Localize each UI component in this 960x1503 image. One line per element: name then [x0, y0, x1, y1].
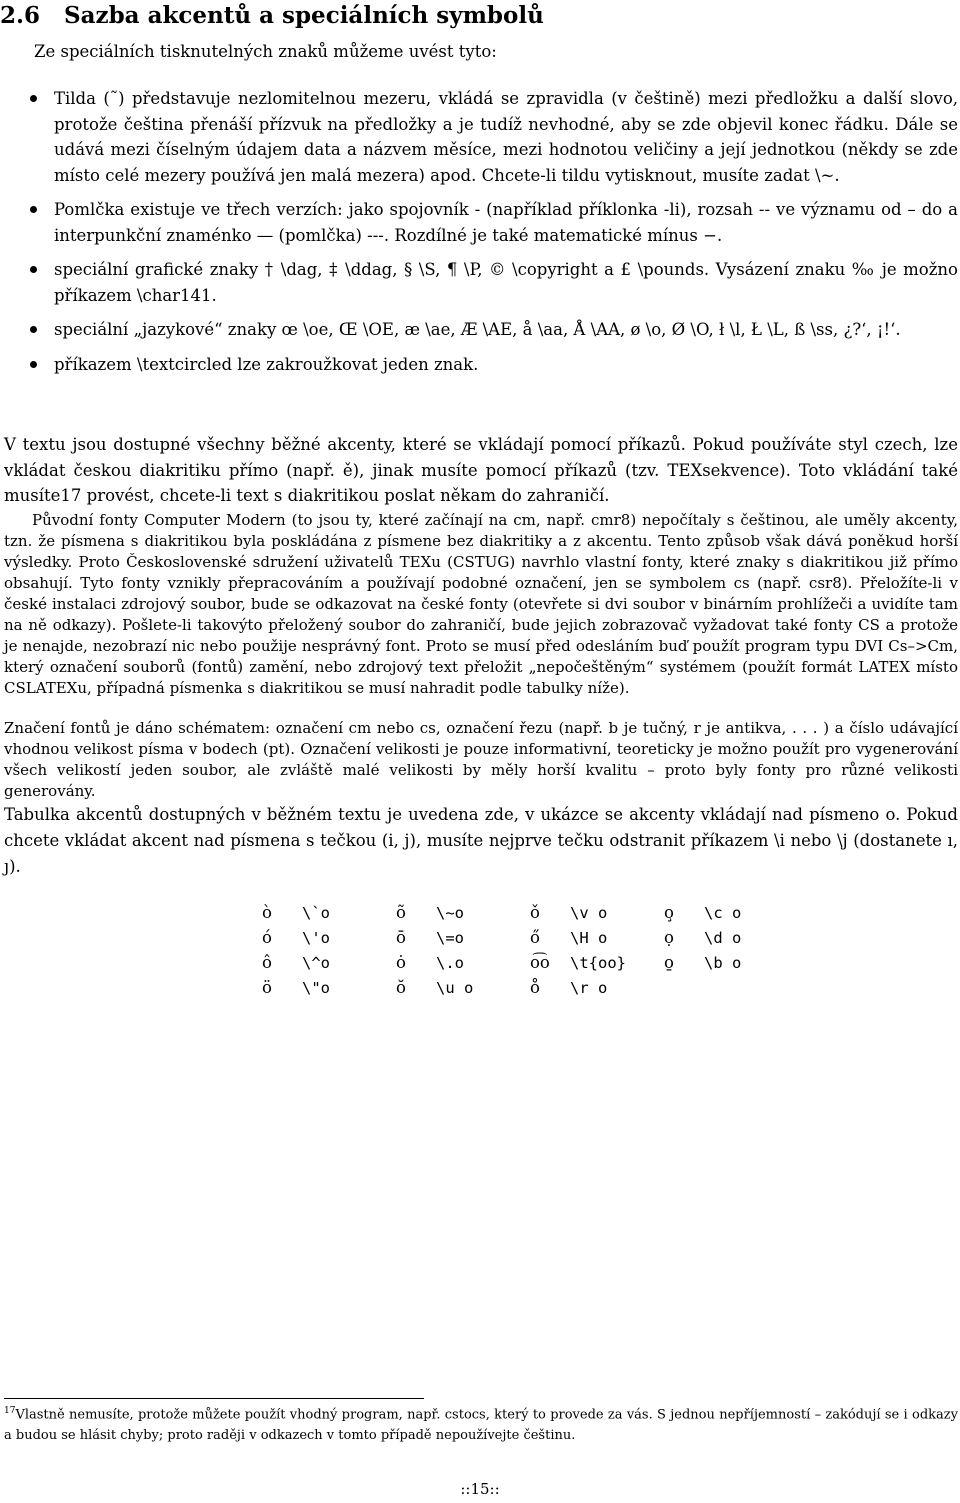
accent-glyph: ő [530, 928, 540, 947]
list-item-text: Tilda (˜) představuje nezlomitelnou mezeru, vkládá se zpravidla (v češtině) mezi předložku a další slovo, protože čeština přenáší přízvuk na předložky a je tudíž nevhodné, aby se zde objevil konec řádku. Dále se udává mezi číselným údajem data a názvem měsíce, mezi hodnotou veličiny a její jednotkou (někdy se zde místo celé mezery používá jen malá mezera) apod. Chcete-li tildu vytisknout, musíte zadat \~. [54, 89, 958, 185]
section-number: 2.6 [0, 2, 41, 29]
bullet-icon [30, 95, 37, 102]
accent-command: \t{oo} [570, 953, 626, 972]
accent-glyph: o̧ [664, 903, 674, 922]
special-symbols-list [0, 86, 958, 386]
list-item-text: speciální „jazykové“ znaky œ \oe, Œ \OE, æ \ae, Æ \AE, å \aa, Å \AA, ø \o, Ø \O, ł \l, Ł \L, ß \ss, ¿?‘, ¡!‘. [54, 320, 901, 339]
accent-glyph: ò [262, 903, 272, 922]
accent-table [262, 900, 798, 1000]
accent-glyph: o̱ [664, 953, 674, 972]
section-title: Sazba akcentů a speciálních symbolů [64, 2, 544, 29]
accent-glyph: ȯ [396, 953, 406, 972]
accent-glyph: ô [262, 953, 272, 972]
list-item-text: Pomlčka existuje ve třech verzích: jako spojovník - (například příklonka -li), rozsah -- ve významu od – do a interpunkční znaménko — (pomlčka) ---. Rozdílné je také matematické mínus −. [54, 200, 958, 245]
accent-command: \d o [704, 928, 742, 947]
accent-glyph: ö [262, 978, 272, 997]
accent-glyph: ọ [664, 928, 674, 947]
table-row [262, 925, 798, 950]
accent-command: \v o [570, 903, 608, 922]
paragraph-accents-intro: V textu jsou dostupné všechny běžné akcenty, které se vkládají pomocí příkazů. Pokud používáte styl czech, lze vkládat českou diakritiku přímo (např. ě), jinak musíte pomocí příkazů (tzv. TEXsekvence). Toto vkládání také musíte17 provést, chcete-li text s diakritikou poslat někam do zahraničí. [4, 435, 958, 505]
accent-glyph [664, 975, 704, 1000]
table-row [262, 975, 798, 1000]
list-item-text: příkazem \textcircled lze zakroužkovat jeden znak. [54, 354, 479, 374]
paragraph-font-naming: Značení fontů je dáno schématem: označení cm nebo cs, označení řezu (např. b je tučný, r je antikva, . . . ) a číslo udávající vhodnou velikost písma v bodech (pt). Označení velikosti je pouze informativní, teoreticky je možno použít pro vygenerování všech velikostí jeden soubor, ale zvláště malé velikosti by měly horší kvalitu – proto byly fonty pro různé velikosti generovány. [4, 719, 958, 800]
accent-command: \~o [436, 903, 464, 922]
accent-glyph: o̊ [530, 978, 540, 997]
list-item [0, 317, 958, 343]
table-row [262, 950, 798, 975]
accent-command: \"o [302, 978, 330, 997]
accent-glyph: ō [396, 928, 406, 947]
section-heading [0, 2, 960, 29]
bullet-icon [30, 326, 37, 333]
paragraph-fonts-text: Původní fonty Computer Modern (to jsou ty, které začínají na cm, např. cmr8) nepočítaly s češtinou, ale uměly akcenty, tzn. že písmena s diakritikou byla poskládána z písmene bez diakritiky a z akcentu. Tento způsob však dává poněkud horší výsledky. Proto Československé sdružení uživatelů TEXu (CSTUG) navrhlo vlastní fonty, které znaky s diakritikou již přímo obsahují. Tyto fonty vznikly přepracováním a používají podobné označení, jen se symbolem cs (např. csr8). Přeložíte-li v české instalaci zdrojový soubor, bude se odkazovat na české fonty (otevřete si dvi soubor v binárním prohlížeči a uvidíte tam na ně odkazy). Pošlete-li takovýto přeložený soubor do zahraničí, bude jejich zobrazovač vyžadovat také fonty CS a protože je nenajde, nezobrazí nic nebo použije nesprávný font. Proto se musí před odesláním buď použít program typu DVI Cs–>Cm, který označení souborů (fontů) zamění, nebo zdrojový text přeložit „nepočeštěným“ systémem (použít formát LATEX místo CSLATEXu, případná písmenka s diakritikou se musí nahradit podle tabulky níže). [4, 511, 958, 697]
list-item [0, 352, 958, 378]
accent-glyph: ǒ [530, 903, 540, 922]
accent-command: \^o [302, 953, 330, 972]
paragraph-fonts [4, 510, 958, 699]
accent-glyph: ŏ [396, 978, 406, 997]
footnote-text: Vlastně nemusíte, protože můžete použít vhodný program, např. cstocs, který to provede za vás. S jednou nepříjemností – zakódují se i odkazy a budou se hlásit chyby; proto raději v odkazech v tomto případě nepoužívejte češtinu. [4, 1407, 958, 1444]
accent-command: \c o [704, 903, 742, 922]
page-number: ::15:: [460, 1480, 500, 1498]
accent-command: \.o [436, 953, 464, 972]
list-item [0, 257, 958, 308]
footnote-mark: 17 [4, 1406, 16, 1416]
accent-command: \H o [570, 928, 608, 947]
table-row [262, 900, 798, 925]
intro-text: Ze speciálních tisknutelných znaků můžeme uvést tyto: [34, 42, 497, 61]
bullet-icon [30, 206, 37, 213]
accent-command: \=o [436, 928, 464, 947]
bullet-icon [30, 361, 37, 368]
accent-command: \b o [704, 953, 742, 972]
accent-command [704, 975, 798, 1000]
accent-command: \`o [302, 903, 330, 922]
accent-command: \r o [570, 978, 608, 997]
footnote-divider [4, 1398, 424, 1399]
list-item-text: speciální grafické znaky † \dag, ‡ \ddag, § \S, ¶ \P, © \copyright a £ \pounds. Vysázení znaku ‰ je možno příkazem \char141. [54, 260, 958, 305]
accent-glyph: o͡o [530, 953, 550, 972]
paragraph-accent-table-intro: Tabulka akcentů dostupných v běžném textu je uvedena zde, v ukázce se akcenty vkládají nad písmeno o. Pokud chcete vkládat akcent nad písmena s tečkou (i, j), musíte nejprve tečku odstranit příkazem \i nebo \j (dostanete ı, ȷ). [4, 805, 958, 876]
bullet-icon [30, 266, 37, 273]
accent-command: \u o [436, 978, 474, 997]
list-item [0, 197, 958, 248]
list-item [0, 86, 958, 188]
footnote [4, 1401, 958, 1446]
accent-glyph: ó [262, 928, 272, 947]
accent-glyph: õ [396, 903, 406, 922]
accent-command: \'o [302, 928, 330, 947]
